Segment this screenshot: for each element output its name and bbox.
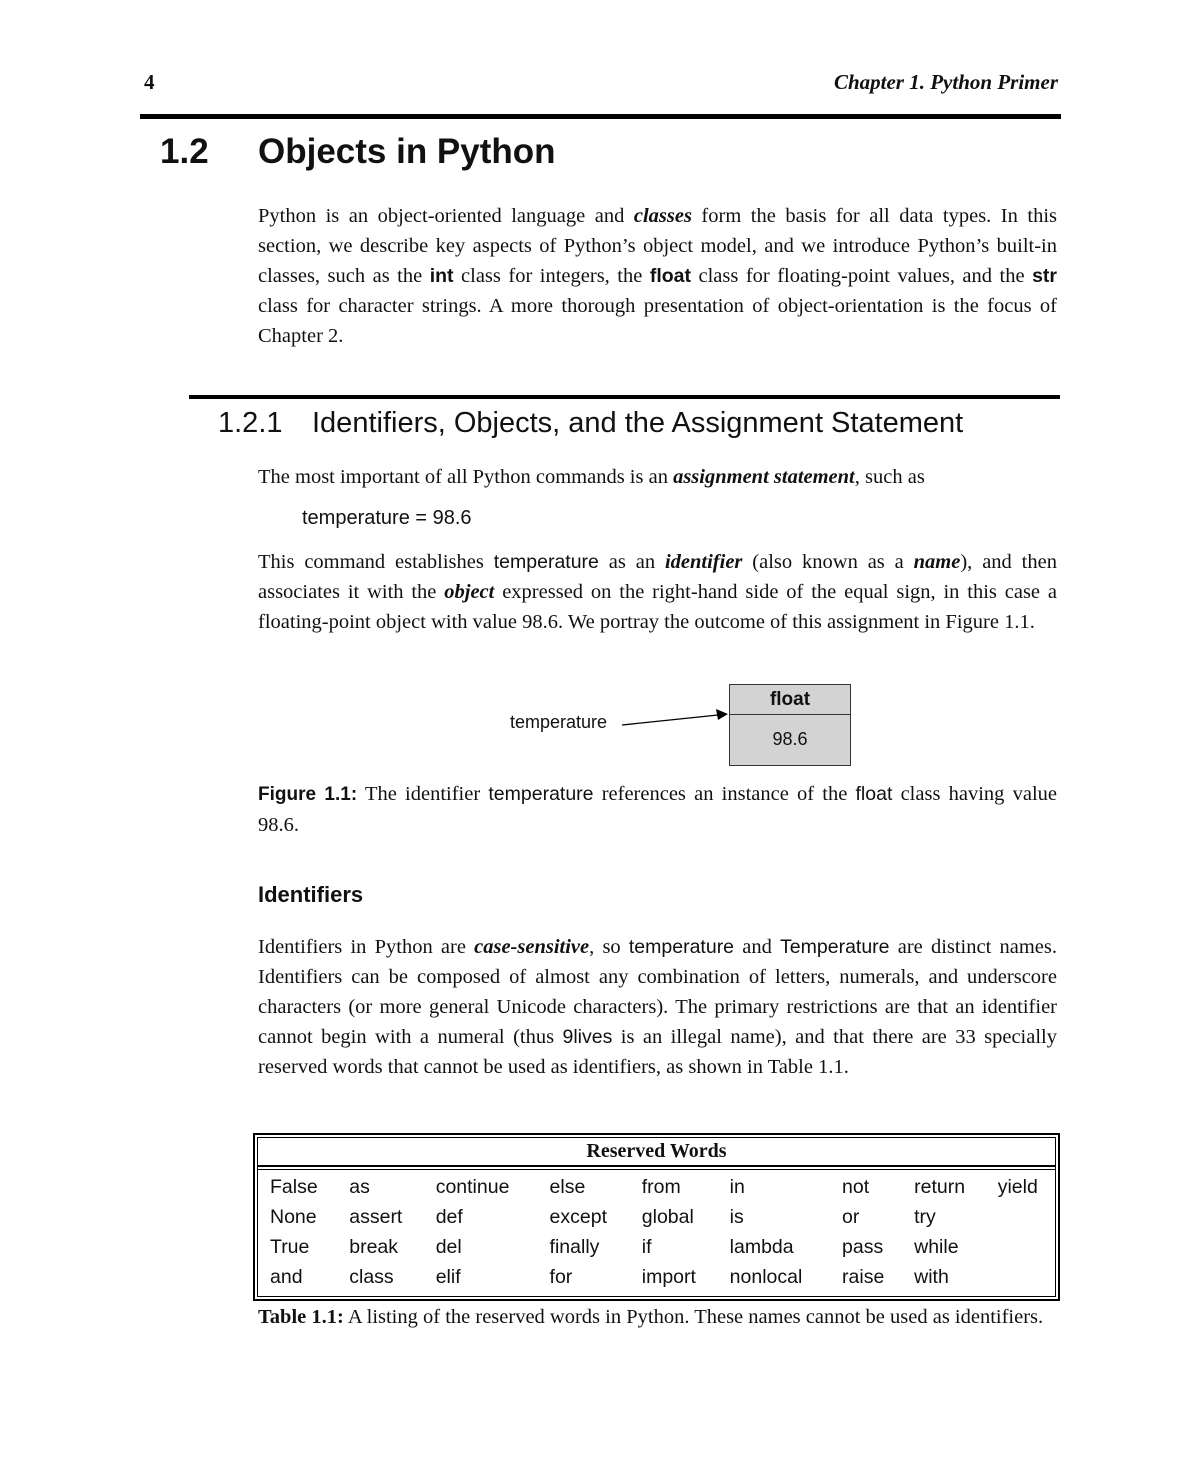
table-caption: Table 1.1: A listing of the reserved words in Python. These names cannot be used as identifiers. <box>258 1306 1044 1328</box>
table-cell <box>986 1202 1055 1232</box>
table-cell: True <box>270 1236 310 1258</box>
table-cell: pass <box>842 1236 884 1258</box>
code-str: str <box>1032 265 1057 287</box>
table-cell: def <box>435 1206 463 1228</box>
intro-paragraph: Python is an object-oriented language and classes form the basis for all data types. In this section, we describe key aspects of Python’s object model, and we introduce Python’s built-in classes, such as the int class for integers, the float class for floating-point values, and the str class for character strings. A more thorough presentation of object-orientation is the focus of Chapter 2. <box>258 205 1058 347</box>
table-cell: not <box>842 1176 870 1198</box>
emphasis-object: object <box>444 581 495 603</box>
code-float: float <box>649 265 691 287</box>
table-cell: class <box>349 1266 394 1288</box>
table-cell: else <box>549 1176 586 1198</box>
figure-object-box <box>729 684 851 766</box>
table-cell: yield <box>997 1176 1038 1198</box>
reserved-words-grid <box>258 1172 1055 1292</box>
table-cell <box>986 1232 1055 1262</box>
table-title: Reserved Words <box>258 1138 1055 1167</box>
emphasis-classes: classes <box>633 205 692 227</box>
table-cell: if <box>641 1236 652 1258</box>
table-cell: lambda <box>729 1236 794 1258</box>
table-cell: break <box>349 1236 399 1258</box>
table-cell <box>986 1262 1055 1292</box>
table-row <box>258 1202 1055 1232</box>
section-title: Objects in Python <box>258 132 556 171</box>
section-number: 1.2 <box>160 132 209 171</box>
table-cell: assert <box>349 1206 403 1228</box>
table-caption-label: Table 1.1: <box>258 1306 344 1328</box>
table-cell: elif <box>435 1266 461 1288</box>
figure-object-class: float <box>730 685 850 715</box>
identifier-paragraph: This command establishes temperature as an identifier (also known as a name), and then associates it with the object expressed on the right-hand side of the equal sign, in this case a floating-point object with value 98.6. We portray the outcome of this assignment in Figure 1.1. <box>258 551 1057 633</box>
table-cell: None <box>270 1206 317 1228</box>
subsection-number: 1.2.1 <box>218 407 283 439</box>
table-cell: raise <box>842 1266 885 1288</box>
emphasis-case-sensitive: case-sensitive <box>474 936 590 958</box>
table-cell: with <box>914 1266 949 1288</box>
identifiers-heading: Identifiers <box>258 882 364 907</box>
figure-caption-label: Figure 1.1: <box>258 784 358 805</box>
table-cell: False <box>270 1176 318 1198</box>
assignment-paragraph: The most important of all Python commands is an assignment statement, such as <box>258 466 925 488</box>
subsection-title: Identifiers, Objects, and the Assignment Statement <box>312 407 964 439</box>
table-cell: from <box>641 1176 681 1198</box>
header-rule <box>140 114 1061 119</box>
code-example: temperature = 98.6 <box>302 507 472 529</box>
emphasis-assignment-statement: assignment statement <box>673 466 855 488</box>
reserved-words-table <box>253 1133 1060 1301</box>
table-cell: while <box>914 1236 959 1258</box>
emphasis-name: name <box>913 551 961 573</box>
table-cell: nonlocal <box>729 1266 803 1288</box>
code-temperature: temperature <box>493 551 599 573</box>
table-row <box>258 1232 1055 1262</box>
subsection-rule <box>189 395 1060 399</box>
table-cell: continue <box>435 1176 510 1198</box>
figure-object-value: 98.6 <box>772 729 808 749</box>
table-cell: finally <box>549 1236 600 1258</box>
table-cell: try <box>914 1206 936 1228</box>
table-cell: or <box>842 1206 860 1228</box>
figure-caption: Figure 1.1: The identifier temperature references an instance of the float class having value 98.6. <box>258 783 1057 836</box>
table-row <box>258 1262 1055 1292</box>
code-int: int <box>429 265 454 287</box>
running-head: Chapter 1. Python Primer <box>833 70 1058 94</box>
table-cell: as <box>349 1176 370 1198</box>
table-cell: in <box>729 1176 745 1198</box>
identifiers-paragraph: Identifiers in Python are case-sensitive, so temperature and Temperature are distinct names. Identifiers can be composed of almost any combination of letters, numerals, and underscore characters (or more general Unicode characters). The primary restrictions are that an identifier cannot begin with a numeral (thus 9lives is an illegal name), and that there are 33 specially reserved words that cannot be used as identifiers, as shown in Table 1.1. <box>258 936 1058 1078</box>
figure-identifier-label: temperature <box>510 712 608 732</box>
table-cell: return <box>914 1176 966 1198</box>
table-cell: import <box>641 1266 696 1288</box>
table-row <box>258 1172 1055 1202</box>
table-cell: for <box>549 1266 573 1288</box>
table-cell: global <box>641 1206 694 1228</box>
table-cell: except <box>549 1206 607 1228</box>
page-number: 4 <box>144 70 155 94</box>
emphasis-identifier: identifier <box>664 551 743 573</box>
table-cell: is <box>729 1206 744 1228</box>
table-cell: and <box>270 1266 303 1288</box>
figure-reference-arrow <box>620 700 732 730</box>
table-cell: del <box>435 1236 462 1258</box>
